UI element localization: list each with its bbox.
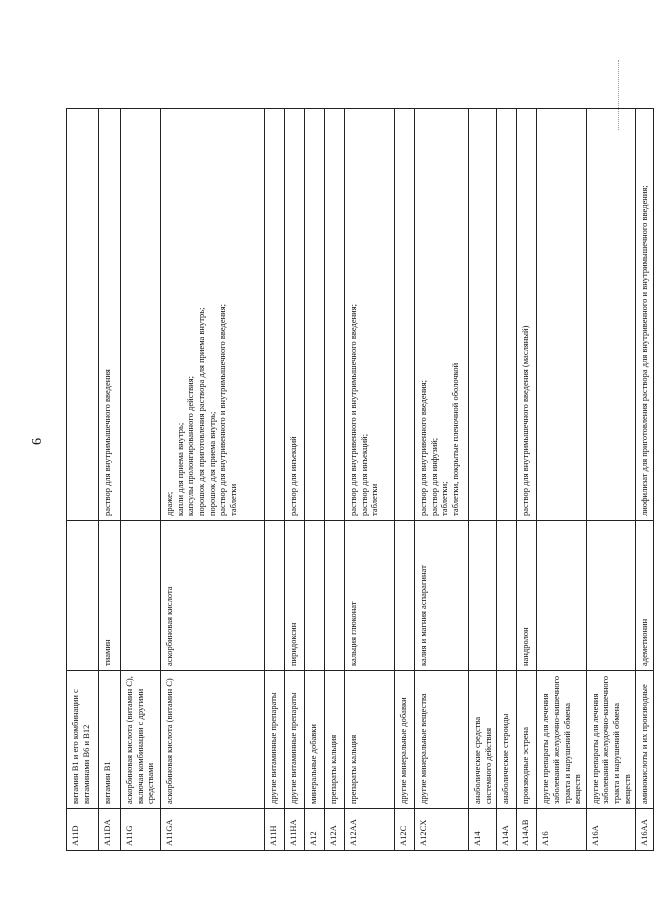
dosage-form-cell: [121, 109, 161, 521]
dosage-form-line: таблетки: [369, 483, 380, 516]
dosage-form-cell: [345, 109, 395, 521]
dosage-form-line: раствор для внутримышечного введения (масляный): [520, 325, 531, 516]
group-name-cell: другие минеральные вещества: [415, 671, 469, 809]
inn-cell: аскорбиновая кислота: [161, 521, 265, 671]
atc-code-cell: A14AB: [517, 809, 537, 851]
dosage-form-line: драже;: [164, 491, 174, 516]
dosage-form-cell: [325, 109, 345, 521]
inn-cell: [586, 521, 636, 671]
dosage-form-cell: [517, 109, 537, 521]
inn-cell: [265, 521, 285, 671]
dosage-form-line: порошок для приготовления раствора для приема внутрь;: [195, 307, 206, 516]
inn-cell: [67, 521, 99, 671]
group-name-cell: аскорбиновая кислота (витамин С), включая комбинации с другими средствами: [121, 671, 161, 809]
table-row: [415, 109, 469, 851]
dosage-form-line: раствор для внутривенного и внутримышечного введения;: [217, 304, 228, 516]
dosage-form-line: раствор для инфузий;: [428, 437, 439, 516]
group-name-cell: производные эстрена: [517, 671, 537, 809]
table-row: [395, 109, 415, 851]
inn-cell: [497, 521, 517, 671]
table-row: [121, 109, 161, 851]
inn-cell: [121, 521, 161, 671]
inn-cell: [325, 521, 345, 671]
group-name-cell: другие препараты для лечения заболеваний желудочно-кишечного тракта и нарушений обмена веществ: [586, 671, 636, 809]
atc-code-cell: A12CX: [415, 809, 469, 851]
table-row: [537, 109, 587, 851]
inn-cell: [469, 521, 497, 671]
dosage-form-cell: [67, 109, 99, 521]
group-name-cell: анаболические средства системного действия: [469, 671, 497, 809]
inn-cell: [395, 521, 415, 671]
dosage-form-cell: [265, 109, 285, 521]
inn-cell: кальция глюконат: [345, 521, 395, 671]
dosage-form-cell: [99, 109, 121, 521]
group-name-cell: препараты кальция: [345, 671, 395, 809]
group-name-cell: другие витаминные препараты: [285, 671, 305, 809]
atc-code-cell: A11GA: [161, 809, 265, 851]
dosage-form-cell: [285, 109, 305, 521]
dosage-form-line: таблетки;: [439, 481, 450, 516]
dosage-form-line: раствор для внутривенного и внутримышечного введения;: [348, 304, 358, 516]
inn-cell: нандролон: [517, 521, 537, 671]
table-row: [469, 109, 497, 851]
inn-cell: адеметионин: [636, 521, 654, 671]
inn-cell: [537, 521, 587, 671]
atc-code-cell: A12AA: [345, 809, 395, 851]
table-row: [99, 109, 121, 851]
group-name-cell: анаболические стероиды: [497, 671, 517, 809]
atc-code-cell: A14A: [497, 809, 517, 851]
group-name-cell: аскорбиновая кислота (витамин С): [161, 671, 265, 809]
dosage-form-cell: [395, 109, 415, 521]
dosage-form-cell: [305, 109, 325, 521]
group-name-cell: другие витаминные препараты: [265, 671, 285, 809]
atc-code-cell: A11G: [121, 809, 161, 851]
rotated-table-container: [66, 109, 650, 851]
dosage-form-line: раствор для внутримышечного введения: [102, 369, 112, 516]
atc-code-cell: A12C: [395, 809, 415, 851]
group-name-cell: аминокислоты и их производные: [636, 671, 654, 809]
atc-code-cell: A12: [305, 809, 325, 851]
table-body: [67, 109, 654, 851]
page-number: 6: [30, 438, 45, 445]
group-name-cell: препараты кальция: [325, 671, 345, 809]
dosage-form-cell: [469, 109, 497, 521]
table-row: [636, 109, 654, 851]
atc-code-cell: A11D: [67, 809, 99, 851]
table-row: [265, 109, 285, 851]
table-row: [497, 109, 517, 851]
dosage-form-line: таблетки, покрытые пленочной оболочкой: [449, 362, 460, 516]
table-row: [161, 109, 265, 851]
dosage-form-line: лиофилизат для приготовления раствора для внутривенного и внутримышечного введения;: [639, 185, 650, 516]
table-row: [285, 109, 305, 851]
table-row: [586, 109, 636, 851]
atc-code-cell: A16A: [586, 809, 636, 851]
atc-code-cell: A16AA: [636, 809, 654, 851]
dosage-form-line: раствор для инъекций: [288, 436, 298, 516]
inn-cell: калия и магния аспарагинат: [415, 521, 469, 671]
group-name-cell: другие препараты для лечения заболеваний желудочно-кишечного тракта и нарушений обмена веществ: [537, 671, 587, 809]
table-row: [517, 109, 537, 851]
table-row: [305, 109, 325, 851]
table-row: [345, 109, 395, 851]
atc-code-cell: A16: [537, 809, 587, 851]
dosage-form-cell: [497, 109, 517, 521]
dosage-form-line: порошок для приема внутрь;: [206, 411, 217, 516]
atc-code-cell: A11DA: [99, 809, 121, 851]
inn-cell: пиридоксин: [285, 521, 305, 671]
dosage-form-line: раствор для внутривенного введения;: [418, 380, 428, 516]
inn-cell: тиамин: [99, 521, 121, 671]
group-name-cell: витамин B1: [99, 671, 121, 809]
group-name-cell: другие минеральные добавки: [395, 671, 415, 809]
atc-code-cell: A11H: [265, 809, 285, 851]
group-name-cell: витамин B1 и его комбинации с витаминами B6 и B12: [67, 671, 99, 809]
table-row: [67, 109, 99, 851]
group-name-cell: минеральные добавки: [305, 671, 325, 809]
dosage-form-line: капли для приема внутрь;: [174, 422, 185, 516]
dosage-form-line: капсулы пролонгированного действия;: [185, 376, 196, 516]
inn-cell: [305, 521, 325, 671]
table-row: [325, 109, 345, 851]
dosage-form-cell: [161, 109, 265, 521]
dosage-form-line: раствор для инъекций;: [358, 433, 369, 516]
dosage-form-cell: [537, 109, 587, 521]
dosage-form-line: таблетки: [227, 483, 238, 516]
dosage-form-cell: [636, 109, 654, 521]
dosage-form-cell: [415, 109, 469, 521]
atc-code-cell: A14: [469, 809, 497, 851]
drug-list-table: [66, 108, 654, 851]
atc-code-cell: A11HA: [285, 809, 305, 851]
dosage-form-cell: [586, 109, 636, 521]
atc-code-cell: A12A: [325, 809, 345, 851]
